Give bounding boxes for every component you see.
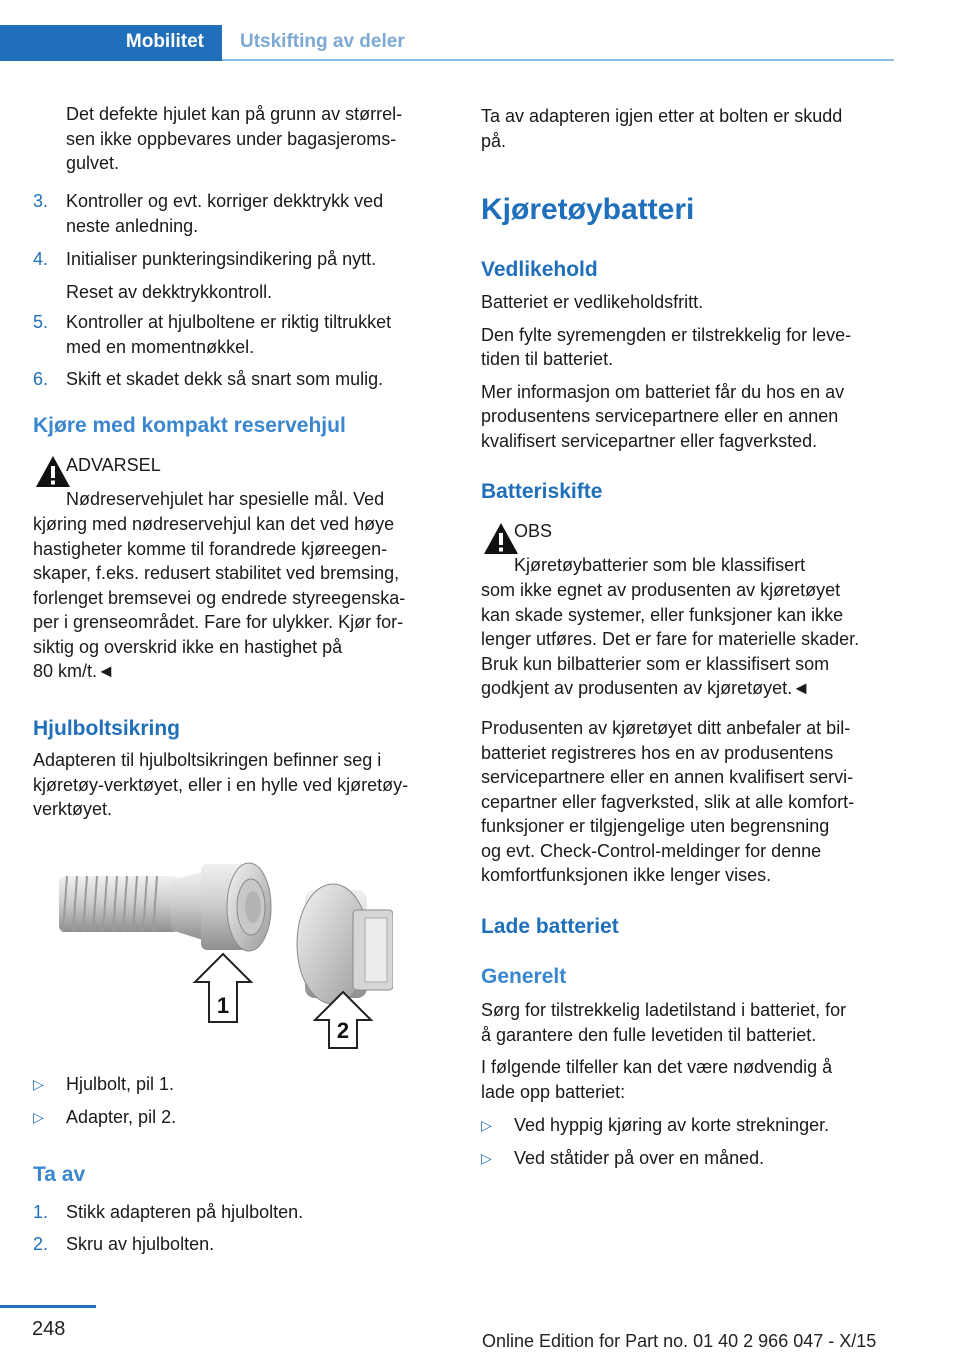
maintenance-heading: Vedlikehold xyxy=(481,258,598,281)
text-line: Det defekte hjulet kan på grunn av størrel- xyxy=(66,104,403,124)
maintenance-text xyxy=(481,290,901,453)
text-line: Kontroller og evt. korriger dekktrykk ved xyxy=(66,191,384,211)
bullet-triangle-icon: ▷ xyxy=(481,1150,492,1166)
bullet-text: Ved ståtider på over en måned. xyxy=(514,1148,765,1168)
step-text xyxy=(66,367,451,392)
step-text xyxy=(66,189,451,238)
text-line: godkjent av produsenten av kjøretøyet.◄ xyxy=(481,678,810,698)
text-line: Mer informasjon om batteriet får du hos en av xyxy=(481,381,845,402)
text-line: Kjøretøybatterier som ble klassifisert xyxy=(514,555,806,575)
notice-text xyxy=(514,553,904,578)
text-line: gulvet. xyxy=(66,153,120,173)
text-line: Bruk kun bilbatterier som er klassifisert som xyxy=(481,653,830,674)
text-line: sen ikke oppbevares under bagasjeroms- xyxy=(66,128,397,149)
wheel-lock-illustration xyxy=(53,850,393,1055)
text-line: siktig og overskrid ikke en hastighet på xyxy=(33,636,343,657)
text-line: å garantere den fulle levetiden til batteriet. xyxy=(481,1024,817,1045)
text-line: Kontroller at hjulboltene er riktig tiltrukket xyxy=(66,312,392,332)
notice-text-cont xyxy=(481,578,906,701)
page-number: 248 xyxy=(32,1318,66,1340)
general-text xyxy=(481,998,901,1104)
text-line: tiden til batteriet. xyxy=(481,349,614,369)
notice-title: OBS xyxy=(514,521,553,541)
text-line: Den fylte syremengden er tilstrekkelig for leve- xyxy=(481,324,852,345)
text-line: Batteriet er vedlikeholdsfritt. xyxy=(481,292,704,312)
text-line: produsentens servicepartnere eller en annen xyxy=(481,406,839,426)
text-line: kjøretøy-verktøyet, eller i en hylle ved kjøretøy- xyxy=(33,774,409,795)
text-line: servicepartnere eller en annen kvalifisert servi- xyxy=(481,767,854,787)
intro-paragraph xyxy=(66,102,466,176)
step-text xyxy=(66,310,451,359)
battery-change-heading: Batteriskifte xyxy=(481,480,603,503)
step-text: Stikk adapteren på hjulbolten. xyxy=(66,1202,304,1222)
text-line: kjøring med nødreservehjul kan det ved høye xyxy=(33,514,395,534)
wheel-lock-text xyxy=(33,748,458,822)
bolt-shape xyxy=(59,863,271,951)
warning-text-cont xyxy=(33,512,458,684)
section-title: Mobilitet xyxy=(125,31,204,52)
bullet-triangle-icon: ▷ xyxy=(33,1076,44,1092)
bullet-text: Ved hyppig kjøring av korte strekninger. xyxy=(514,1115,830,1135)
warning-text xyxy=(66,487,466,512)
warning-title: ADVARSEL xyxy=(66,455,161,475)
bullet-triangle-icon: ▷ xyxy=(481,1117,492,1133)
text-line: Nødreservehjulet har spesielle mål. Ved xyxy=(66,489,385,509)
text-line: komfortfunksjonen ikke lenger vises. xyxy=(481,865,772,885)
step-text xyxy=(66,247,451,304)
text-line: som ikke egnet av produsenten av kjøretøyet xyxy=(481,580,841,600)
compact-spare-heading: Kjøre med kompakt reservehjul xyxy=(33,414,346,437)
footer-rule xyxy=(0,1305,96,1308)
text-line: Sørg for tilstrekkelig ladetilstand i batteriet, for xyxy=(481,1000,847,1020)
bullet-text: Hjulbolt, pil 1. xyxy=(66,1074,175,1094)
text-line: neste anledning. xyxy=(66,215,199,236)
text-line: Ta av adapteren igjen etter at bolten er skudd xyxy=(481,106,843,126)
edition-note: Online Edition for Part no. 01 40 2 966 047 - X/15 xyxy=(482,1331,877,1351)
bullet-text: Adapter, pil 2. xyxy=(66,1107,177,1127)
text-line: Produsenten av kjøretøyet ditt anbefaler at bil- xyxy=(481,718,851,738)
bullet-triangle-icon: ▷ xyxy=(33,1109,44,1125)
text-line: kvalifisert servicepartner eller fagverksted. xyxy=(481,430,818,451)
text-line: forlenget bremsevei og endrede styreegenska- xyxy=(33,587,406,608)
step-number: 2. xyxy=(33,1234,49,1254)
figure-label-2: 2 xyxy=(336,1018,350,1043)
text-line: kan skade systemer, eller funksjoner kan ikke xyxy=(481,604,844,625)
text-line: skaper, f.eks. redusert stabilitet ved bremsing, xyxy=(33,563,400,583)
text-line: hastigheter komme til forandrede kjøreegen- xyxy=(33,538,388,559)
wheel-lock-heading: Hjulboltsikring xyxy=(33,717,180,740)
text-line: Adapteren til hjulboltsikringen befinner seg i xyxy=(33,750,382,770)
right-intro xyxy=(481,104,901,153)
text-line: Initialiser punkteringsindikering på nytt. xyxy=(66,249,377,269)
recommendation-text xyxy=(481,716,906,888)
text-line: Reset av dekktrykkontroll. xyxy=(66,281,273,302)
step-number: 3. xyxy=(33,191,49,211)
text-line: og evt. Check-Control-meldinger for denne xyxy=(481,840,822,861)
figure-label-1: 1 xyxy=(216,993,230,1018)
text-line: funksjoner er tilgjengelige uten begrensning xyxy=(481,816,830,836)
left-column xyxy=(33,0,453,1300)
text-line: 80 km/t.◄ xyxy=(33,661,115,681)
text-line: verktøyet. xyxy=(33,799,113,819)
battery-heading: Kjøretøybatteri xyxy=(481,193,695,226)
text-line: cepartner eller fagverksted, slik at alle komfort- xyxy=(481,791,855,812)
text-line: I følgende tilfeller kan det være nødvendig å xyxy=(481,1057,833,1077)
general-heading: Generelt xyxy=(481,965,567,988)
adapter-shape xyxy=(297,884,393,1004)
step-number: 6. xyxy=(33,369,49,389)
subsection-title: Utskifting av deler xyxy=(240,31,405,52)
arrow-1 xyxy=(195,954,251,1022)
text-line: lade opp batteriet: xyxy=(481,1081,626,1102)
text-line: batteriet registreres hos en av produsentens xyxy=(481,742,834,763)
text-line: Skift et skadet dekk så snart som mulig. xyxy=(66,369,384,389)
step-number: 5. xyxy=(33,312,49,332)
charge-heading: Lade batteriet xyxy=(481,915,619,938)
text-line: lenger utføres. Det er fare for materielle skader. xyxy=(481,629,860,649)
text-line: på. xyxy=(481,130,507,151)
text-line: med en momentnøkkel. xyxy=(66,336,255,357)
remove-heading: Ta av xyxy=(33,1163,86,1186)
right-column xyxy=(481,0,901,1300)
step-number: 4. xyxy=(33,249,49,269)
step-text: Skru av hjulbolten. xyxy=(66,1234,215,1254)
step-number: 1. xyxy=(33,1202,49,1222)
text-line: per i grenseområdet. Fare for ulykker. Kjør for- xyxy=(33,612,404,632)
